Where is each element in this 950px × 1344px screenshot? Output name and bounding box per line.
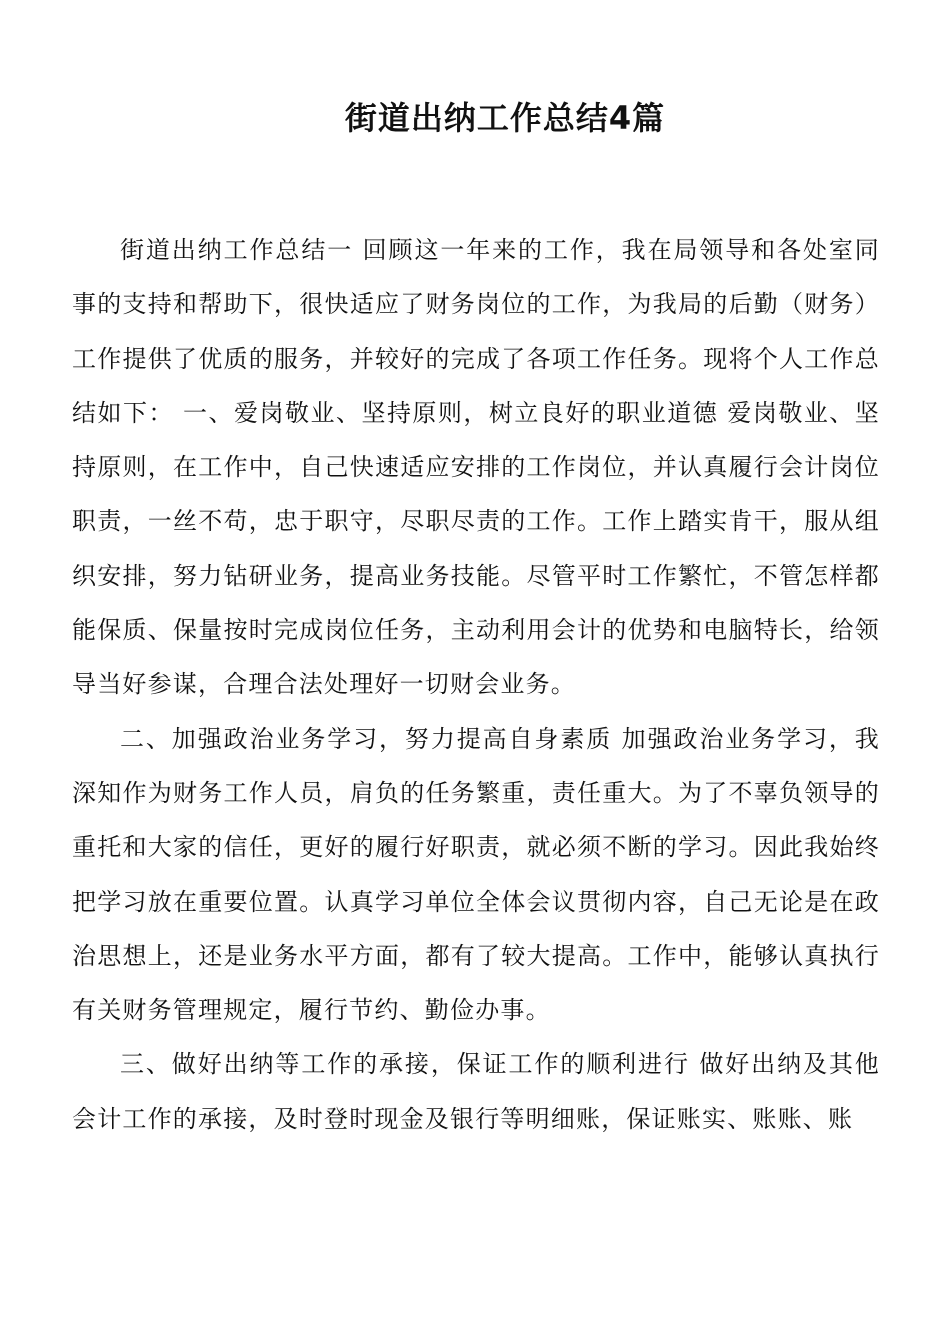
paragraph-1: 街道出纳工作总结一 回顾这一年来的工作，我在局领导和各处室同事的支持和帮助下，很快适应了财务岗位的工作，为我局的后勤（财务）工作提供了优质的服务，并较好的完成了各项工作任务。现将个人工作总结如下： 一、爱岗敬业、坚持原则，树立良好的职业道德 爱岗敬业、坚持原则，在工作中，自己快速适应安排的工作岗位，并认真履行会计岗位职责，一丝不苟，忠于职守，尽职尽责的工作。工作上踏实肯干，服从组织安排，努力钻研业务，提高业务技能。尽管平时工作繁忙，不管怎样都能保质、保量按时完成岗位任务，主动利用会计的优势和电脑特长，给领导当好参谋，合理合法处理好一切财会业务。 xyxy=(72,236,880,699)
document-title: 街道出纳工作总结4篇 xyxy=(344,99,666,137)
document-body xyxy=(72,223,880,1146)
paragraph-2: 二、加强政治业务学习，努力提高自身素质 加强政治业务学习，我深知作为财务工作人员，肩负的任务繁重，责任重大。为了不辜负领导的重托和大家的信任，更好的履行好职责，就必须不断的学习。因此我始终把学习放在重要位置。认真学习单位全体会议贯彻内容，自己无论是在政治思想上，还是业务水平方面，都有了较大提高。工作中，能够认真执行有关财务管理规定，履行节约、勤俭办事。 xyxy=(72,724,880,1025)
paragraph-3: 三、做好出纳等工作的承接，保证工作的顺利进行 做好出纳及其他会计工作的承接，及时登时现金及银行等明细账，保证账实、账账、账 xyxy=(72,1050,880,1133)
